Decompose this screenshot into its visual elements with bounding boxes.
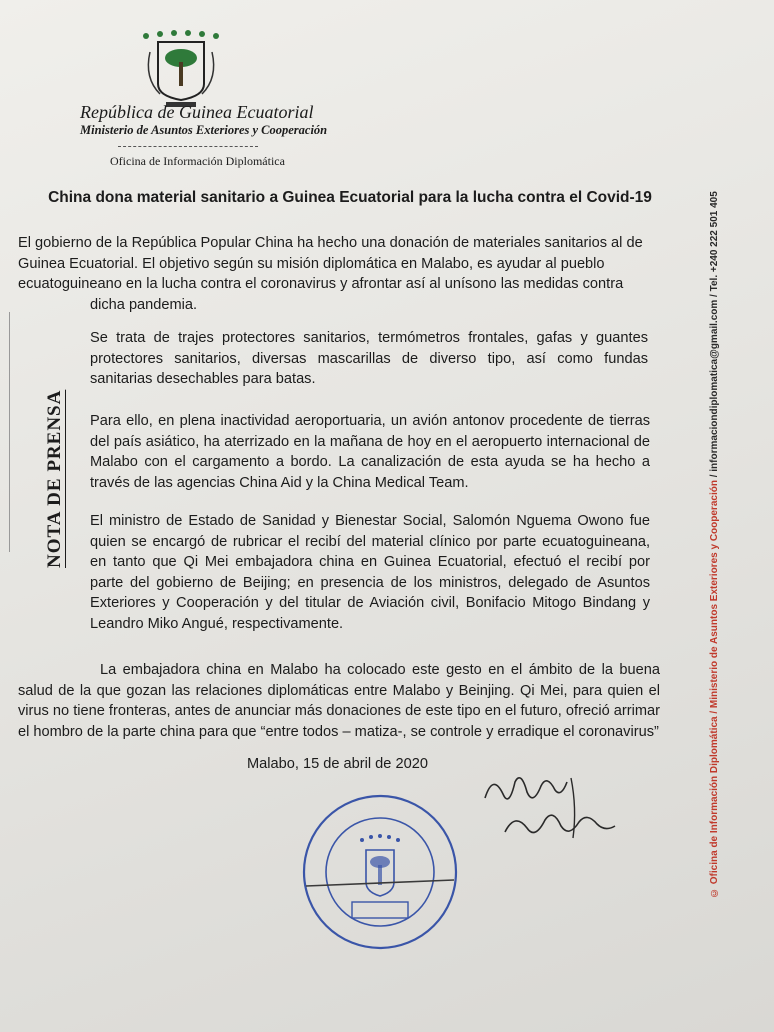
paragraph-1-text: El gobierno de la República Popular China ha hecho una donación de materiales sanitarios al de Guinea Ecuatorial. El objetivo según su misión diplomática en Malabo, es ayudar al pueblo ecuatoguineano en la lucha contra el coronavirus y afrontar así al unísono las medidas contra bbox=[18, 235, 643, 292]
paragraph-3: Para ello, en plena inactividad aeroportuaria, un avión antonov procedente de tierras del país asiático, ha aterrizado en la mañana de hoy en el aeropuerto internacional de Malabo con el cargamento a bordo. La canalización de esta ayuda se ha hecho a través de las agencias China Aid y la China Medical Team. bbox=[90, 413, 650, 491]
contact-sidebar bbox=[705, 191, 725, 898]
paragraph-1 bbox=[18, 233, 658, 315]
margin-line bbox=[9, 312, 10, 552]
press-release-label: NOTA DE PRENSA bbox=[44, 389, 65, 569]
office-name: Oficina de Información Diplomática bbox=[110, 154, 285, 168]
paragraph-2: Se trata de trajes protectores sanitarios, termómetros frontales, gafas y guantes protectores sanitarios, diversas mascarillas de diverso tipo, así como fundas sanitarias desechables para batas. bbox=[90, 330, 648, 387]
paragraph-1-end: dicha pandemia. bbox=[90, 296, 198, 313]
date-line: Malabo, 15 de abril de 2020 bbox=[247, 756, 428, 772]
republic-name: República de Guinea Ecuatorial bbox=[80, 102, 314, 122]
ministry-name: Ministerio de Asuntos Exteriores y Cooperación bbox=[80, 123, 328, 137]
document-title: China dona material sanitario a Guinea Ecuatorial para la lucha contra el Covid-19 bbox=[48, 189, 652, 206]
handwritten-signature bbox=[475, 768, 625, 868]
paragraph-5: La embajadora china en Malabo ha colocado este gesto en el ámbito de la buena salud de la que gozan las relaciones diplomáticas entre Malabo y Beinjing. Qi Mei, para quien el virus no tiene fronteras, antes de anunciar más donaciones de este tipo en el futuro, ofreció arrimar el hombro de la parte china para que “entre todos – matiza-, se controle y erradique el coronavirus” bbox=[18, 662, 660, 740]
coat-of-arms-icon bbox=[138, 28, 224, 110]
copyright-text: © Oficina de Información Diplomática / Ministerio de Asuntos Exteriores y Cooperación bbox=[709, 480, 720, 898]
paragraph-4: El ministro de Estado de Sanidad y Bienestar Social, Salomón Nguema Owono fue quien se encargó de rubricar el recibí del material clínico por parte ecuatoguineana, en tanto que Qi Mei embajadora china en Guinea Ecuatorial, efectuó el recibí por parte del gobierno de Beijing; en presencia de los ministros, delegado de Asuntos Exteriores y Cooperación y del titular de Aviación civil, Bonifacio Mitogo Bindang y Leandro Miko Angué, respectivamente. bbox=[90, 513, 650, 632]
official-stamp bbox=[300, 790, 460, 955]
header-divider bbox=[118, 146, 258, 147]
email-phone-text: / informaciondiplomatica@gmail.com / Tel. +240 222 501 405 bbox=[709, 191, 720, 481]
